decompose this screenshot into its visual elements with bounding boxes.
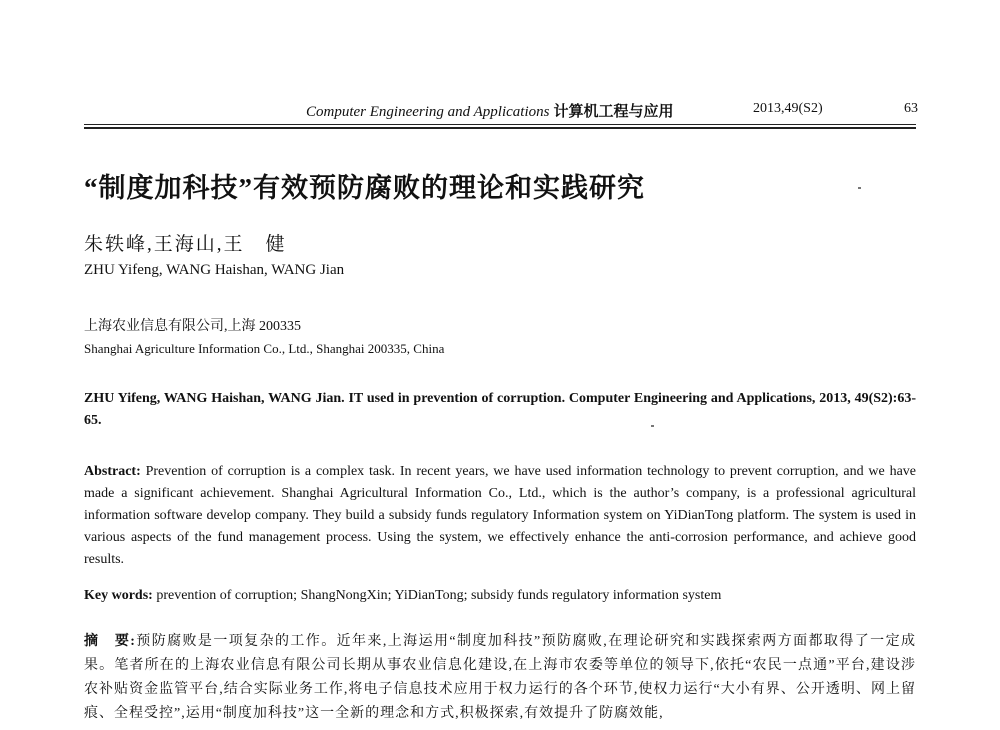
keywords-label: Key words: bbox=[84, 588, 153, 603]
keywords bbox=[84, 585, 916, 607]
abstract-chinese bbox=[84, 630, 916, 726]
scan-speck bbox=[651, 425, 654, 427]
authors-chinese: 朱轶峰,王海山,王 健 bbox=[84, 234, 287, 255]
citation-reference: ZHU Yifeng, WANG Haishan, WANG Jian. IT used in prevention of corruption. Computer Engineering and Applications, 2013, 49(S2):63-65. bbox=[84, 391, 916, 428]
cn-abstract-label: 摘 要: bbox=[84, 634, 136, 649]
volume-issue: 2013,49(S2) bbox=[753, 101, 823, 116]
journal-name-en: Computer Engineering and Applications bbox=[306, 104, 550, 120]
authors-english: ZHU Yifeng, WANG Haishan, WANG Jian bbox=[84, 262, 345, 278]
header-rule-thick bbox=[84, 127, 916, 129]
keywords-text: prevention of corruption; ShangNongXin; YiDianTong; subsidy funds regulatory information system bbox=[156, 588, 722, 603]
cn-abstract-text: 预防腐败是一项复杂的工作。近年来,上海运用“制度加科技”预防腐败,在理论研究和实践探索两方面都取得了一定成果。笔者所在的上海农业信息有限公司长期从事农业信息化建设,在上海市农委等单位的领导下,依托“农民一点通”平台,建设涉农补贴资金监管平台,结合实际业务工作,将电子信息技术应用于权力运行的各个环节,使权力运行“大小有界、公开透明、网上留痕、全程受控”,运用“制度加科技”这一全新的理念和方式,积极探索,有效提升了防腐效能, bbox=[84, 634, 916, 721]
header-rule-thin bbox=[84, 124, 916, 125]
journal-name bbox=[306, 100, 673, 121]
article-title: “制度加科技”有效预防腐败的理论和实践研究 bbox=[84, 173, 645, 203]
page-number: 63 bbox=[904, 101, 918, 116]
abstract-text: Prevention of corruption is a complex task. In recent years, we have used information technology to prevent corruption, and we have made a significant achievement. Shanghai Agricultural Information Co., Ltd., which is the author’s company, is a professional agricultural information software develop company. They build a subsidy funds regulatory Information system on YiDianTong platform. The system is used in various aspects of the fund management process. Using the system, we effectively enhance the anti-corrosion performance, and achieve good results. bbox=[84, 464, 916, 567]
affiliation-chinese: 上海农业信息有限公司,上海 200335 bbox=[84, 319, 301, 334]
scan-speck bbox=[858, 187, 861, 189]
abstract-english bbox=[84, 461, 916, 571]
running-header bbox=[84, 98, 916, 122]
journal-name-cn: 计算机工程与应用 bbox=[553, 104, 674, 120]
abstract-label: Abstract: bbox=[84, 464, 141, 479]
affiliation-english: Shanghai Agriculture Information Co., Ltd., Shanghai 200335, China bbox=[84, 341, 445, 356]
